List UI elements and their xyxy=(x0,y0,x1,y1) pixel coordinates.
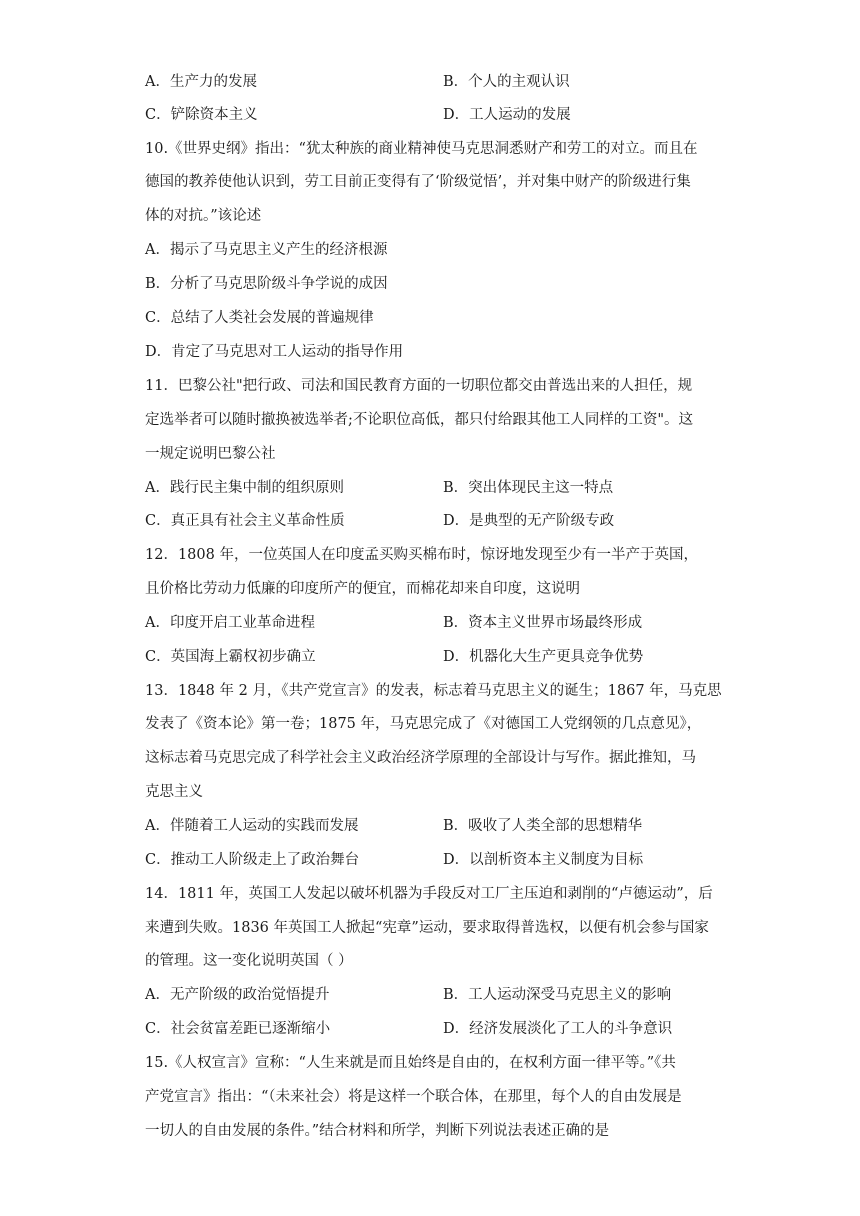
q11-option-a: A．践行民主集中制的组织原则 xyxy=(145,480,344,496)
q9-option-a: A．生产力的发展 xyxy=(145,74,257,90)
q13-option-d: D．以剖析资本主义制度为目标 xyxy=(443,852,644,868)
q15-stem-line-3: 一切人的自由发展的条件。”结合材料和所学，判断下列说法表述正确的是 xyxy=(145,1123,610,1139)
q12-stem-line-2: 且价格比劳动力低廉的印度所产的便宜，而棉花却来自印度，这说明 xyxy=(145,581,580,597)
q14-stem-line-1: 14．1811 年，英国工人发起以破坏机器为手段反对工厂主压迫和剥削的“卢德运动”，后 xyxy=(145,886,713,902)
q11-stem-line-3: 一规定说明巴黎公社 xyxy=(145,446,276,462)
q13-stem-line-3: 这标志着马克思完成了科学社会主义政治经济学原理的全部设计与写作。据此推知，马 xyxy=(145,750,696,766)
q10-stem-line-1: 10.《世界史纲》指出：“犹太种族的商业精神使马克思洞悉财产和劳工的对立。而且在 xyxy=(145,141,698,157)
q15-stem-line-2: 产党宣言》指出：“（未来社会）将是这样一个联合体，在那里，每个人的自由发展是 xyxy=(145,1089,682,1105)
q12-option-c: C．英国海上霸权初步确立 xyxy=(145,649,316,665)
q10-option-c: C．总结了人类社会发展的普遍规律 xyxy=(145,310,374,326)
q10-option-d: D．肯定了马克思对工人运动的指导作用 xyxy=(145,344,404,360)
q9-option-d: D．工人运动的发展 xyxy=(443,107,571,123)
q12-option-d: D．机器化大生产更具竞争优势 xyxy=(443,649,644,665)
q10-stem-line-2: 德国的教养使他认识到，劳工目前正变得有了‘阶级觉悟’，并对集中财产的阶级进行集 xyxy=(145,174,691,190)
q11-option-b: B．突出体现民主这一特点 xyxy=(443,480,614,496)
q14-option-d: D．经济发展淡化了工人的斗争意识 xyxy=(443,1021,673,1037)
q12-option-b: B．资本主义世界市场最终形成 xyxy=(443,615,643,631)
q13-option-b: B．吸收了人类全部的思想精华 xyxy=(443,818,643,834)
q10-stem-line-3: 体的对抗。”该论述 xyxy=(145,208,262,224)
q14-option-a: A．无产阶级的政治觉悟提升 xyxy=(145,987,330,1003)
q9-option-b: B．个人的主观认识 xyxy=(443,74,570,90)
q14-stem-line-3: 的管理。这一变化说明英国（ ） xyxy=(145,953,353,969)
q10-option-b: B．分析了马克思阶级斗争学说的成因 xyxy=(145,276,388,292)
q11-stem-line-2: 定选举者可以随时撤换被选举者;不论职位高低，都只付给跟其他工人同样的工资"。这 xyxy=(145,412,694,428)
q13-option-a: A．伴随着工人运动的实践而发展 xyxy=(145,818,359,834)
q15-stem-line-1: 15.《人权宣言》宣称：“人生来就是而且始终是自由的，在权利方面一律平等。”《共 xyxy=(145,1055,676,1071)
q13-option-c: C．推动工人阶级走上了政治舞台 xyxy=(145,852,360,868)
q11-option-c: C．真正具有社会主义革命性质 xyxy=(145,513,345,529)
q12-option-a: A．印度开启工业革命进程 xyxy=(145,615,315,631)
q14-option-b: B．工人运动深受马克思主义的影响 xyxy=(443,987,672,1003)
q13-stem-line-1: 13．1848 年 2 月，《共产党宣言》的发表，标志着马克思主义的诞生；1867 年，马克思 xyxy=(145,683,722,699)
q14-stem-line-2: 来遭到失败。1836 年英国工人掀起“宪章”运动，要求取得普选权，以便有机会参与国家 xyxy=(145,920,709,936)
q13-stem-line-4: 克思主义 xyxy=(145,784,203,800)
q14-option-c: C．社会贫富差距已逐渐缩小 xyxy=(145,1021,331,1037)
q10-option-a: A．揭示了马克思主义产生的经济根源 xyxy=(145,242,388,258)
q11-stem-line-1: 11．巴黎公社"把行政、司法和国民教育方面的一切职位都交由普选出来的人担任，规 xyxy=(145,378,693,394)
q9-option-c: C．铲除资本主义 xyxy=(145,107,258,123)
q12-stem-line-1: 12．1808 年，一位英国人在印度孟买购买棉布时，惊讶地发现至少有一半产于英国， xyxy=(145,547,698,563)
q13-stem-line-2: 发表了《资本论》第一卷；1875 年，马克思完成了《对德国工人党纲领的几点意见》， xyxy=(145,716,702,732)
q11-option-d: D．是典型的无产阶级专政 xyxy=(443,513,615,529)
